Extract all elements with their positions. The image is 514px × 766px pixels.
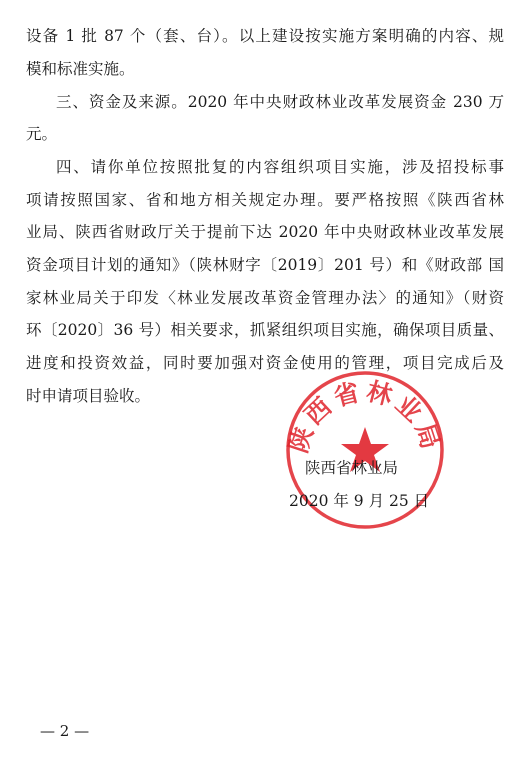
body-text-line: 资金项目计划的通知》（陕林财字〔2019〕201 号）和《财政部 国	[26, 256, 504, 274]
seal-text: 陕西省林业局	[283, 376, 447, 457]
signature-org: 陕西省林业局	[305, 459, 399, 477]
body-text-line: 业局、陕西省财政厅关于提前下达 2020 年中央财政林业改革发展	[26, 223, 504, 241]
body-text-line: 进度和投资效益，同时要加强对资金使用的管理，项目完成后及	[26, 354, 504, 372]
body-text-line: 环〔2020〕36 号）相关要求，抓紧组织项目实施，确保项目质量、	[26, 321, 504, 339]
body-text-line: 设备 1 批 87 个（套、台）。以上建设按实施方案明确的内容、规	[26, 27, 504, 45]
body-text-line: 项请按照国家、省和地方相关规定办理。要严格按照《陕西省林	[26, 191, 504, 209]
body-text-line: 时申请项目验收。	[26, 387, 151, 405]
signature-date: 2020 年 9 月 25 日	[289, 492, 430, 510]
body-text-line: 四、请你单位按照批复的内容组织项目实施，涉及招投标事	[56, 158, 504, 176]
page-number: — 2 —	[40, 722, 90, 740]
body-text-line: 元。	[26, 125, 58, 143]
body-text-line: 模和标准实施。	[26, 60, 135, 78]
body-text-line: 三、资金及来源。2020 年中央财政林业改革发展资金 230 万	[56, 93, 504, 111]
body-text-line: 家林业局关于印发〈林业发展改革资金管理办法〉的通知》（财资	[26, 289, 504, 307]
